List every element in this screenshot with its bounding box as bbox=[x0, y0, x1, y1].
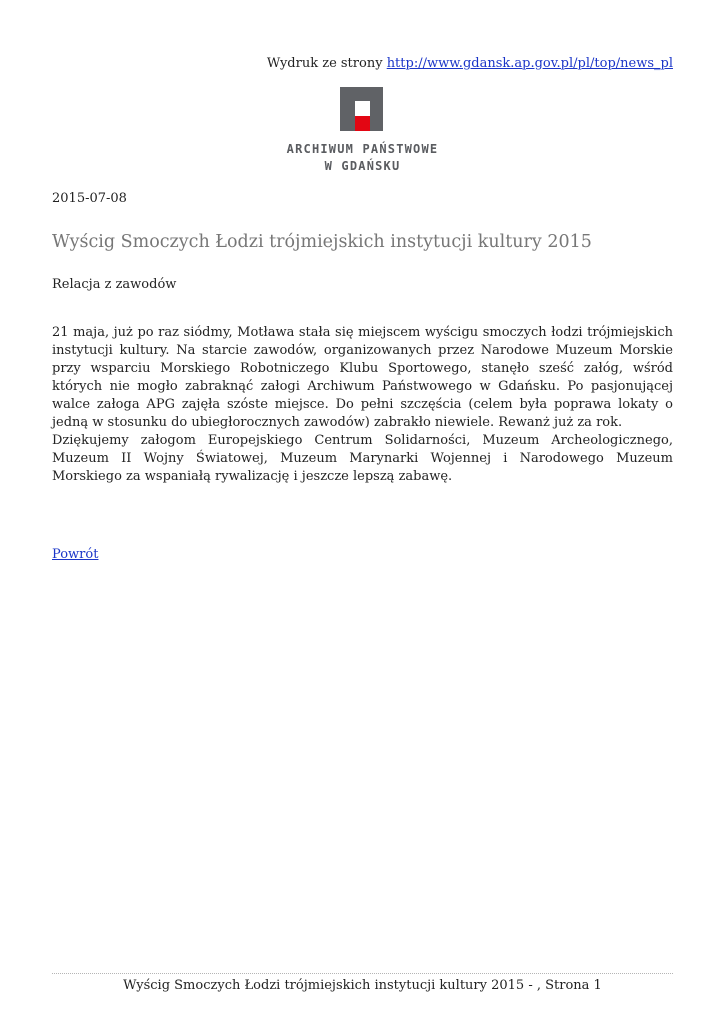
back-link[interactable]: Powrót bbox=[52, 547, 99, 562]
logo-mark-icon bbox=[340, 87, 383, 131]
article-date: 2015-07-08 bbox=[52, 191, 127, 206]
logo-text bbox=[260, 141, 465, 175]
source-url-link[interactable]: http://www.gdansk.ap.gov.pl/pl/top/news_pl bbox=[386, 56, 673, 71]
article-title: Wyścig Smoczych Łodzi trójmiejskich instytucji kultury 2015 bbox=[52, 232, 592, 252]
print-source-line bbox=[267, 55, 673, 73]
footer-divider bbox=[52, 973, 673, 974]
article-body bbox=[52, 324, 673, 486]
logo-text-line-2: W GDAŃSKU bbox=[324, 159, 401, 173]
article-paragraph-2: Dziękujemy załogom Europejskiego Centrum Solidarności, Muzeum Archeologicznego, Muzeum II Wojny Światowej, Muzeum Marynarki Wojennej i Narodowego Muzeum Morskiego za wspaniałą rywalizację i jeszcze lepszą zabawę. bbox=[52, 433, 673, 484]
logo-mark-red-square bbox=[355, 116, 370, 131]
article-paragraph-1: 21 maja, już po raz siódmy, Motława stała się miejscem wyścigu smoczych łodzi trójmiejskich instytucji kultury. Na starcie zawodów, organizowanych przez Narodowe Muzeum Morskie przy wsparciu Morskiego Robotniczego Klubu Sportowego, stanęło sześć załóg, wśród których nie mogło zabraknąć załogi Archiwum Państwowego w Gdańsku. Po pasjonującej walce załoga APG zajęła szóste miejsce. Do pełni szczęścia (celem była poprawa lokaty o jedną w stosunku do ubiegłorocznych zawodów) zabrakło niewiele. Rewanż już za rok. bbox=[52, 325, 673, 430]
archive-logo bbox=[260, 87, 465, 177]
page-footer: Wyścig Smoczych Łodzi trójmiejskich instytucji kultury 2015 - , Strona 1 bbox=[123, 978, 602, 993]
logo-mark-white-square bbox=[355, 101, 370, 116]
article-subtitle: Relacja z zawodów bbox=[52, 277, 177, 292]
logo-text-line-1: ARCHIWUM PAŃSTWOWE bbox=[286, 142, 439, 156]
print-prefix: Wydruk ze strony bbox=[266, 56, 383, 71]
